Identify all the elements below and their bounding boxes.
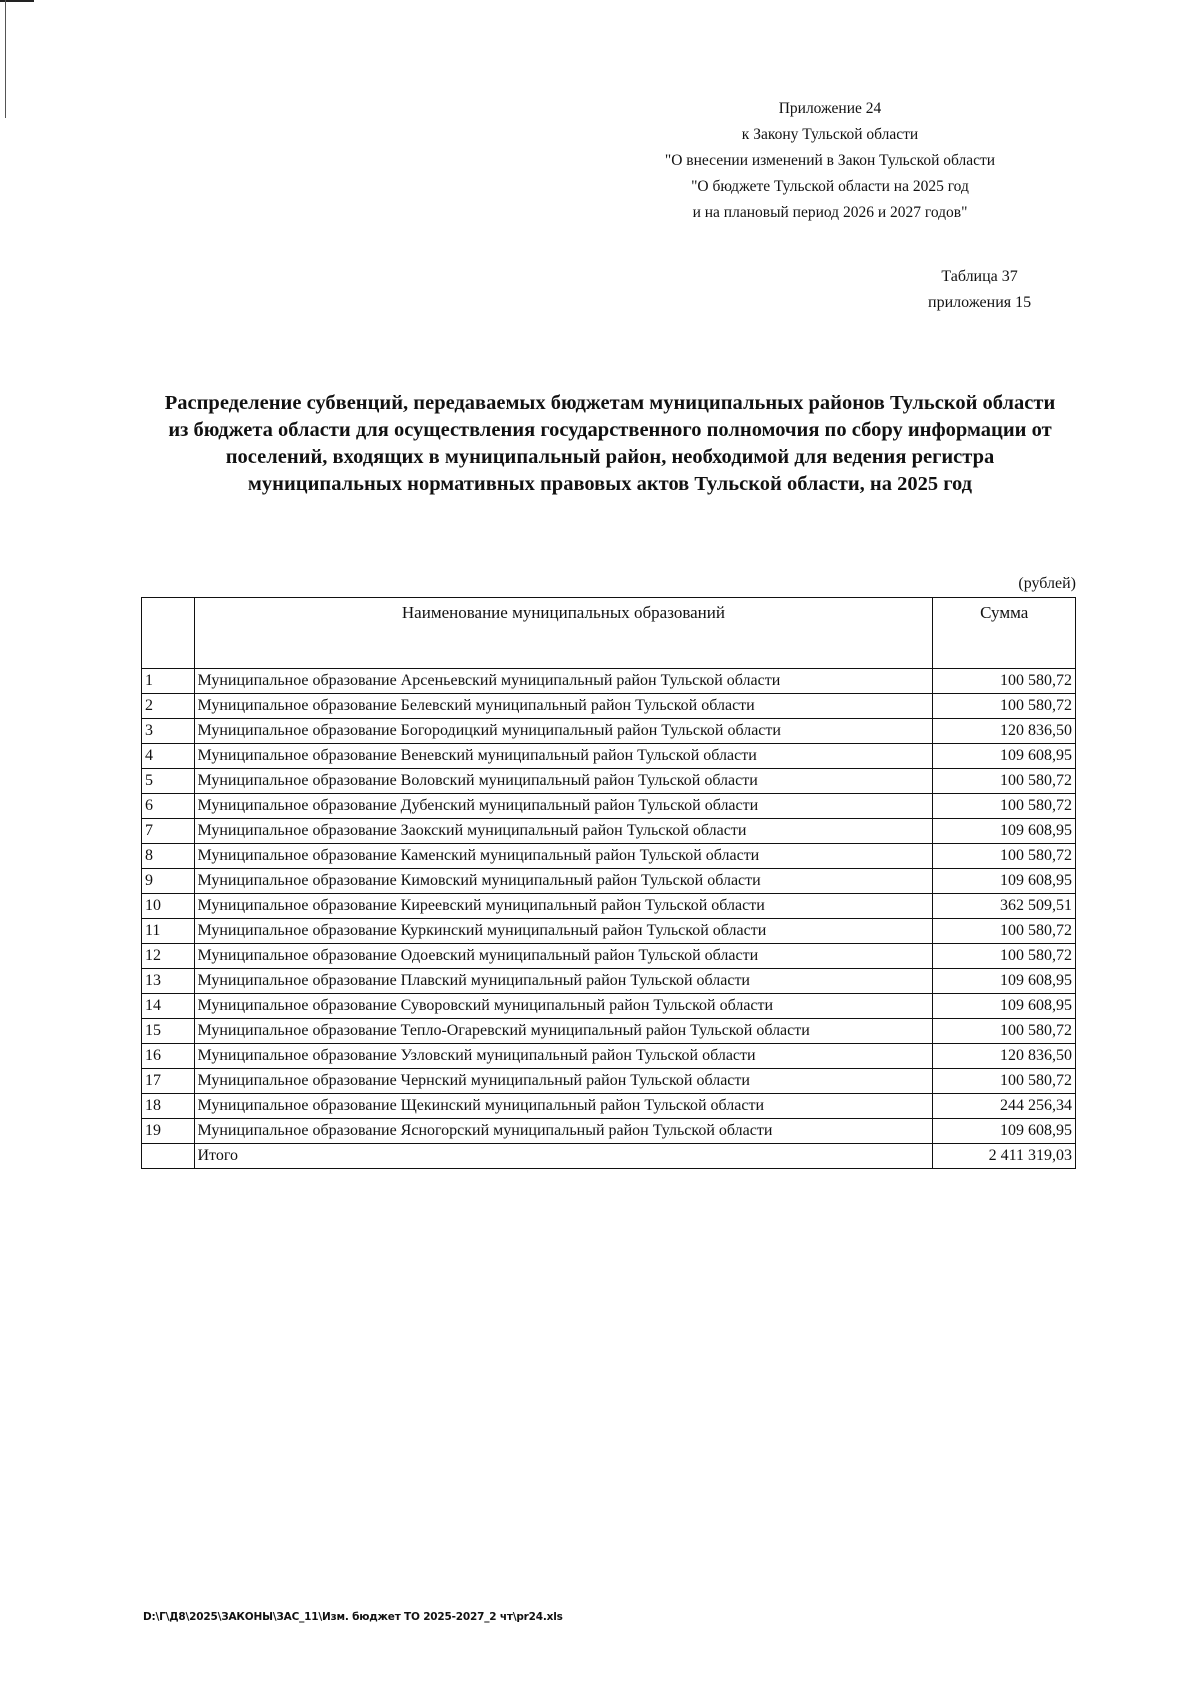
appendix-line: и на плановый период 2026 и 2027 годов": [692, 204, 968, 221]
total-number-cell: [142, 1144, 195, 1169]
distribution-table: [141, 597, 1076, 1169]
row-sum-cell: 100 580,72: [933, 844, 1076, 869]
units-label: (рублей): [1018, 575, 1076, 592]
total-label-cell: Итого: [194, 1144, 933, 1169]
row-sum-cell: 120 836,50: [933, 719, 1076, 744]
table-row: [142, 919, 1076, 944]
row-name-cell: Муниципальное образование Ясногорский муниципальный район Тульской области: [194, 1119, 933, 1144]
file-path-footer: D:\Г\Д8\2025\ЗАКОНЫ\ЗАС_11\Изм. бюджет ТО 2025-2027_2 чт\pr24.xls: [143, 1611, 563, 1623]
table-row: [142, 944, 1076, 969]
table-row: [142, 894, 1076, 919]
row-number-cell: 19: [142, 1119, 195, 1144]
row-sum-cell: 100 580,72: [933, 769, 1076, 794]
table-reference: [928, 264, 1031, 316]
row-sum-cell: 100 580,72: [933, 794, 1076, 819]
total-sum-cell: 2 411 319,03: [933, 1144, 1076, 1169]
appendix-line: к Закону Тульской области: [741, 126, 919, 143]
row-number-cell: 11: [142, 919, 195, 944]
row-number-cell: 3: [142, 719, 195, 744]
table-row: [142, 869, 1076, 894]
row-name-cell: Муниципальное образование Чернский муниципальный район Тульской области: [194, 1069, 933, 1094]
table-row: [142, 1044, 1076, 1069]
row-sum-cell: 120 836,50: [933, 1044, 1076, 1069]
table-row: [142, 994, 1076, 1019]
table-row: [142, 1119, 1076, 1144]
row-name-cell: Муниципальное образование Заокский муниципальный район Тульской области: [194, 819, 933, 844]
row-number-cell: 6: [142, 794, 195, 819]
row-number-cell: 1: [142, 669, 195, 694]
table-ref-line: приложения 15: [928, 294, 1032, 311]
table-row: [142, 1019, 1076, 1044]
row-sum-cell: 100 580,72: [933, 1019, 1076, 1044]
header-sum-cell: Сумма: [933, 598, 1076, 669]
row-number-cell: 7: [142, 819, 195, 844]
total-row: [142, 1144, 1076, 1169]
row-number-cell: 14: [142, 994, 195, 1019]
row-number-cell: 16: [142, 1044, 195, 1069]
row-number-cell: 2: [142, 694, 195, 719]
title-line: муниципальных нормативных правовых актов Тульской области, на 2025 год: [247, 473, 973, 495]
table-ref-line: Таблица 37: [941, 268, 1018, 285]
row-number-cell: 18: [142, 1094, 195, 1119]
row-name-cell: Муниципальное образование Каменский муниципальный район Тульской области: [194, 844, 933, 869]
title-line: поселений, входящих в муниципальный район, необходимой для ведения регистра: [225, 446, 995, 468]
table-row: [142, 769, 1076, 794]
row-sum-cell: 100 580,72: [933, 1069, 1076, 1094]
table-row: [142, 719, 1076, 744]
table-row: [142, 969, 1076, 994]
row-number-cell: 8: [142, 844, 195, 869]
row-name-cell: Муниципальное образование Одоевский муниципальный район Тульской области: [194, 944, 933, 969]
row-number-cell: 17: [142, 1069, 195, 1094]
table-body: [142, 669, 1076, 1169]
header-number-cell: [142, 598, 195, 669]
row-number-cell: 13: [142, 969, 195, 994]
row-name-cell: Муниципальное образование Дубенский муниципальный район Тульской области: [194, 794, 933, 819]
appendix-header: [600, 96, 1060, 226]
appendix-line: "О внесении изменений в Закон Тульской области: [664, 152, 996, 169]
document-title: [140, 390, 1080, 498]
row-name-cell: Муниципальное образование Суворовский муниципальный район Тульской области: [194, 994, 933, 1019]
scan-edge-mark: [5, 0, 6, 118]
row-sum-cell: 100 580,72: [933, 669, 1076, 694]
row-sum-cell: 109 608,95: [933, 869, 1076, 894]
table-row: [142, 1094, 1076, 1119]
row-number-cell: 15: [142, 1019, 195, 1044]
table-row: [142, 669, 1076, 694]
row-name-cell: Муниципальное образование Тепло-Огаревский муниципальный район Тульской области: [194, 1019, 933, 1044]
row-name-cell: Муниципальное образование Куркинский муниципальный район Тульской области: [194, 919, 933, 944]
row-number-cell: 4: [142, 744, 195, 769]
row-sum-cell: 109 608,95: [933, 819, 1076, 844]
row-sum-cell: 100 580,72: [933, 919, 1076, 944]
appendix-line: Приложение 24: [778, 100, 882, 117]
title-line: Распределение субвенций, передаваемых бюджетам муниципальных районов Тульской области: [164, 392, 1056, 414]
row-sum-cell: 109 608,95: [933, 1119, 1076, 1144]
header-name-cell: Наименование муниципальных образований: [194, 598, 933, 669]
row-name-cell: Муниципальное образование Воловский муниципальный район Тульской области: [194, 769, 933, 794]
row-name-cell: Муниципальное образование Богородицкий муниципальный район Тульской области: [194, 719, 933, 744]
row-name-cell: Муниципальное образование Арсеньевский муниципальный район Тульской области: [194, 669, 933, 694]
row-name-cell: Муниципальное образование Веневский муниципальный район Тульской области: [194, 744, 933, 769]
row-name-cell: Муниципальное образование Кимовский муниципальный район Тульской области: [194, 869, 933, 894]
row-sum-cell: 109 608,95: [933, 744, 1076, 769]
row-name-cell: Муниципальное образование Щекинский муниципальный район Тульской области: [194, 1094, 933, 1119]
table-row: [142, 794, 1076, 819]
row-sum-cell: 362 509,51: [933, 894, 1076, 919]
appendix-line: "О бюджете Тульской области на 2025 год: [691, 178, 969, 195]
row-number-cell: 5: [142, 769, 195, 794]
row-sum-cell: 109 608,95: [933, 994, 1076, 1019]
table-row: [142, 744, 1076, 769]
row-name-cell: Муниципальное образование Узловский муниципальный район Тульской области: [194, 1044, 933, 1069]
table-row: [142, 694, 1076, 719]
table-row: [142, 844, 1076, 869]
row-number-cell: 9: [142, 869, 195, 894]
row-number-cell: 12: [142, 944, 195, 969]
row-sum-cell: 100 580,72: [933, 944, 1076, 969]
table-row: [142, 1069, 1076, 1094]
row-sum-cell: 109 608,95: [933, 969, 1076, 994]
row-name-cell: Муниципальное образование Киреевский муниципальный район Тульской области: [194, 894, 933, 919]
row-sum-cell: 244 256,34: [933, 1094, 1076, 1119]
row-name-cell: Муниципальное образование Плавский муниципальный район Тульской области: [194, 969, 933, 994]
table-row: [142, 819, 1076, 844]
table-header-row: [142, 598, 1076, 669]
row-sum-cell: 100 580,72: [933, 694, 1076, 719]
row-number-cell: 10: [142, 894, 195, 919]
title-line: из бюджета области для осуществления государственного полномочия по сбору информации от: [168, 419, 1052, 441]
row-name-cell: Муниципальное образование Белевский муниципальный район Тульской области: [194, 694, 933, 719]
